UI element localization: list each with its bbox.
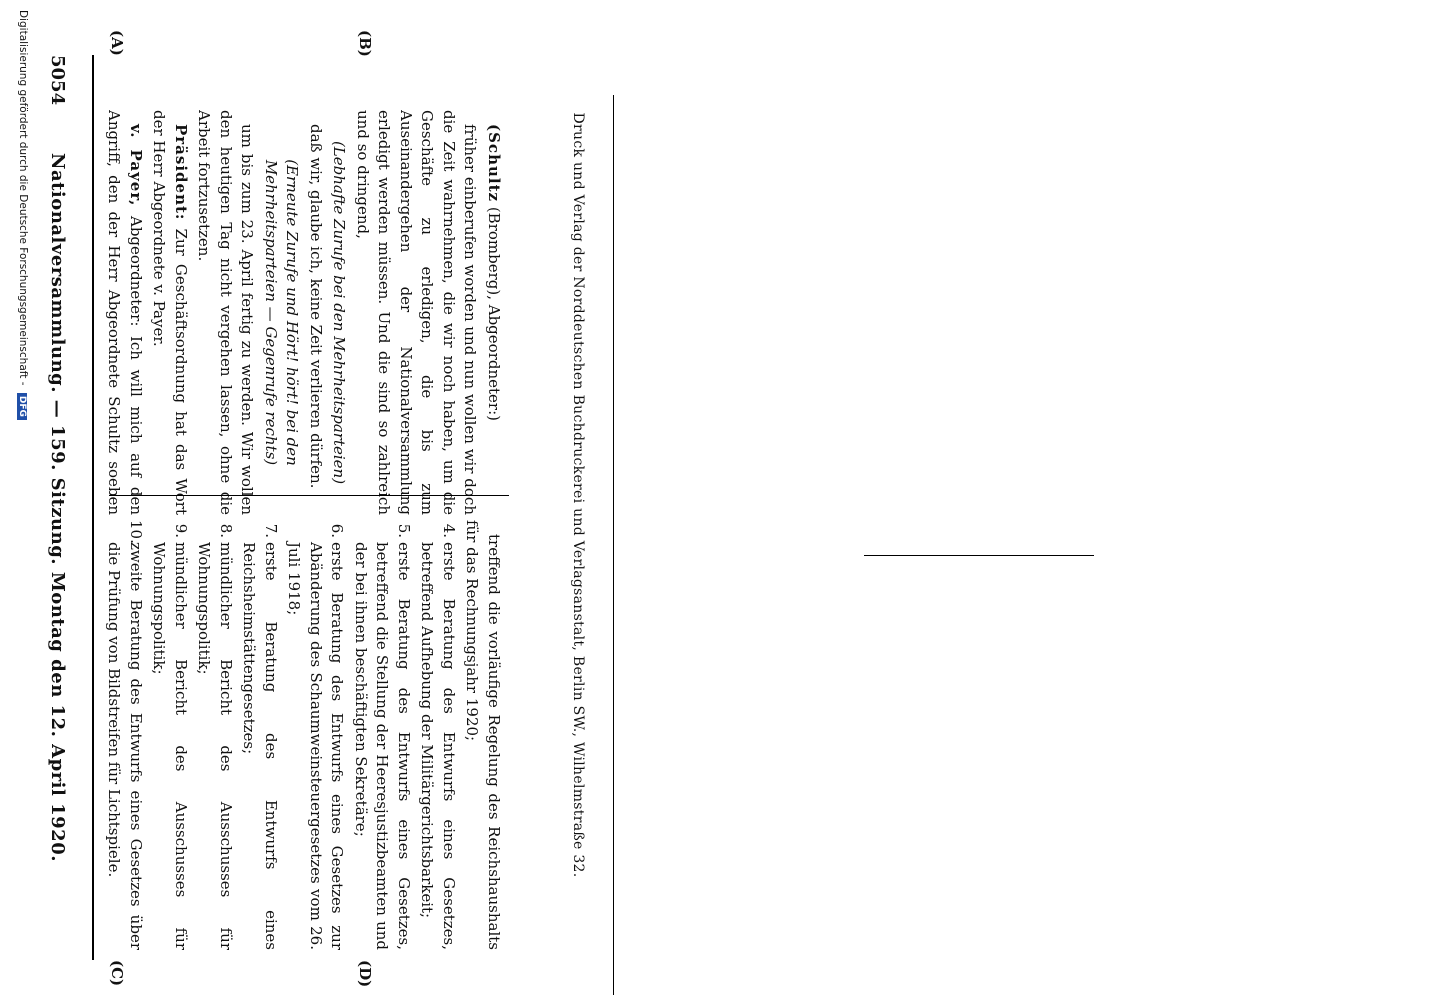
agenda-item-text: zweite Beratung des Entwurfs eines Gesetzes über die Prüfung von Bildstreifen für Lichtspiele.	[105, 542, 145, 950]
paragraph-text: daß wir, glaube ich, keine Zeit verlieren dürfen.	[307, 124, 325, 489]
page-number: 5054	[47, 55, 68, 106]
margin-marker-b: (B)	[356, 30, 374, 57]
agenda-item-number: 10.	[127, 520, 145, 544]
agenda-item	[238, 520, 281, 950]
header-rule	[92, 55, 94, 960]
agenda-item	[104, 520, 146, 950]
agenda-item-text: erste Beratung des Entwurfs eines Gesetzes zur Abänderung des Schaumweinsteuergesetzes vom 26. Juli 1918;	[285, 542, 347, 950]
page-title: Nationalversammlung. — 159. Sitzung. Montag den 12. April 1920.	[47, 153, 68, 862]
speech-paragraph	[483, 110, 505, 515]
paragraph-text: treffend die vorläufige Regelung des Reichshaushalts für das Rechnungsjahr 1920;	[463, 520, 503, 950]
margin-marker-c: (C)	[108, 960, 126, 987]
margin-marker-d: (D)	[356, 960, 374, 988]
paragraph-text: Zur Geschäftsordnung hat das Wort der Herr Abgeordnete v. Payer.	[150, 110, 190, 515]
digitization-credit	[17, 10, 29, 970]
page-header	[38, 55, 68, 960]
interjection: (Erneute Zurufe und Hört! hört! bei den Mehrheitsparteien — Gegenrufe rechts)	[262, 159, 302, 466]
agenda-item-text: mündlicher Bericht des Ausschusses für Wohnungspolitik;	[150, 542, 190, 950]
paragraph-text: früher einberufen worden und nun wollen wir doch die Zeit wahrnehmen, die wir noch haben, um die Geschäfte zu erledigen, die bis zum Auseinandergehen der Nationalversammlung erledigt werden müssen. Und die sind so zahlreich und so dringend,	[354, 110, 480, 515]
dfg-logo: DFG	[17, 393, 27, 420]
agenda-item-number: 4.	[440, 523, 458, 538]
agenda-item	[283, 520, 348, 950]
credit-text: Digitalisierung gefördert durch die Deutsche Forschungsgemeinschaft -	[17, 10, 29, 386]
agenda-item-number: 8.	[217, 523, 235, 538]
agenda-item	[350, 520, 415, 950]
end-rule	[864, 555, 1094, 556]
agenda-item	[148, 520, 191, 950]
paragraph-text: Abgeordneter: Ich will mich auf den Angriff, den der Herr Abgeordnete Schultz soeben	[105, 110, 145, 515]
paragraph-text: (Bromberg), Abgeordneter:)	[485, 206, 503, 421]
right-column	[104, 520, 504, 950]
speaker-name: Präsident:	[172, 124, 190, 221]
agenda-item-number: 7.	[262, 523, 280, 538]
speaker-name: (Schultz	[485, 124, 503, 203]
agenda-item-number: 5.	[395, 523, 413, 538]
agenda-item-text: mündlicher Bericht des Ausschusses für Wohnungspolitik;	[195, 542, 235, 950]
speaker-name: v. Payer,	[127, 124, 145, 207]
footer-rule	[613, 95, 614, 995]
speech-paragraph	[193, 110, 258, 515]
speech-paragraph	[104, 110, 146, 515]
speech-paragraph	[305, 110, 327, 515]
column-divider	[109, 495, 509, 496]
agenda-item	[416, 520, 459, 950]
agenda-item-text: erste Beratung des Entwurfs eines Gesetzes, betreffend Aufhebung der Militärgerichtsbarkeit;	[418, 542, 458, 950]
agenda-item-number: 6.	[328, 523, 347, 538]
agenda-item	[193, 520, 236, 950]
agenda-item-number: 9.	[172, 523, 190, 538]
speech-paragraph	[461, 520, 504, 950]
speech-paragraph	[352, 110, 481, 515]
interjection: (Lebhafte Zurufe bei den Mehrheitsparteien)	[330, 140, 349, 485]
left-column	[104, 110, 504, 515]
agenda-item-text: erste Beratung des Entwurfs eines Gesetzes, betreffend die Stellung der Heeresjustizbeamten und der bei ihnen beschäftigten Sekretäre;	[352, 542, 413, 950]
imprint-line: Druck und Verlag der Norddeutschen Buchdruckerei und Verlagsanstalt, Berlin SW., Wilhelmstraße 32.	[570, 112, 586, 878]
speech-paragraph	[148, 110, 191, 515]
margin-marker-a: (A)	[108, 30, 126, 56]
paragraph-text: um bis zum 23. April fertig zu werden. Wir wollen den heutigen Tag nicht vergehen lassen, ohne die Arbeit fortzusetzen.	[195, 110, 257, 515]
agenda-item-text: erste Beratung des Entwurfs eines Reichsheimstättengesetzes;	[240, 542, 280, 950]
